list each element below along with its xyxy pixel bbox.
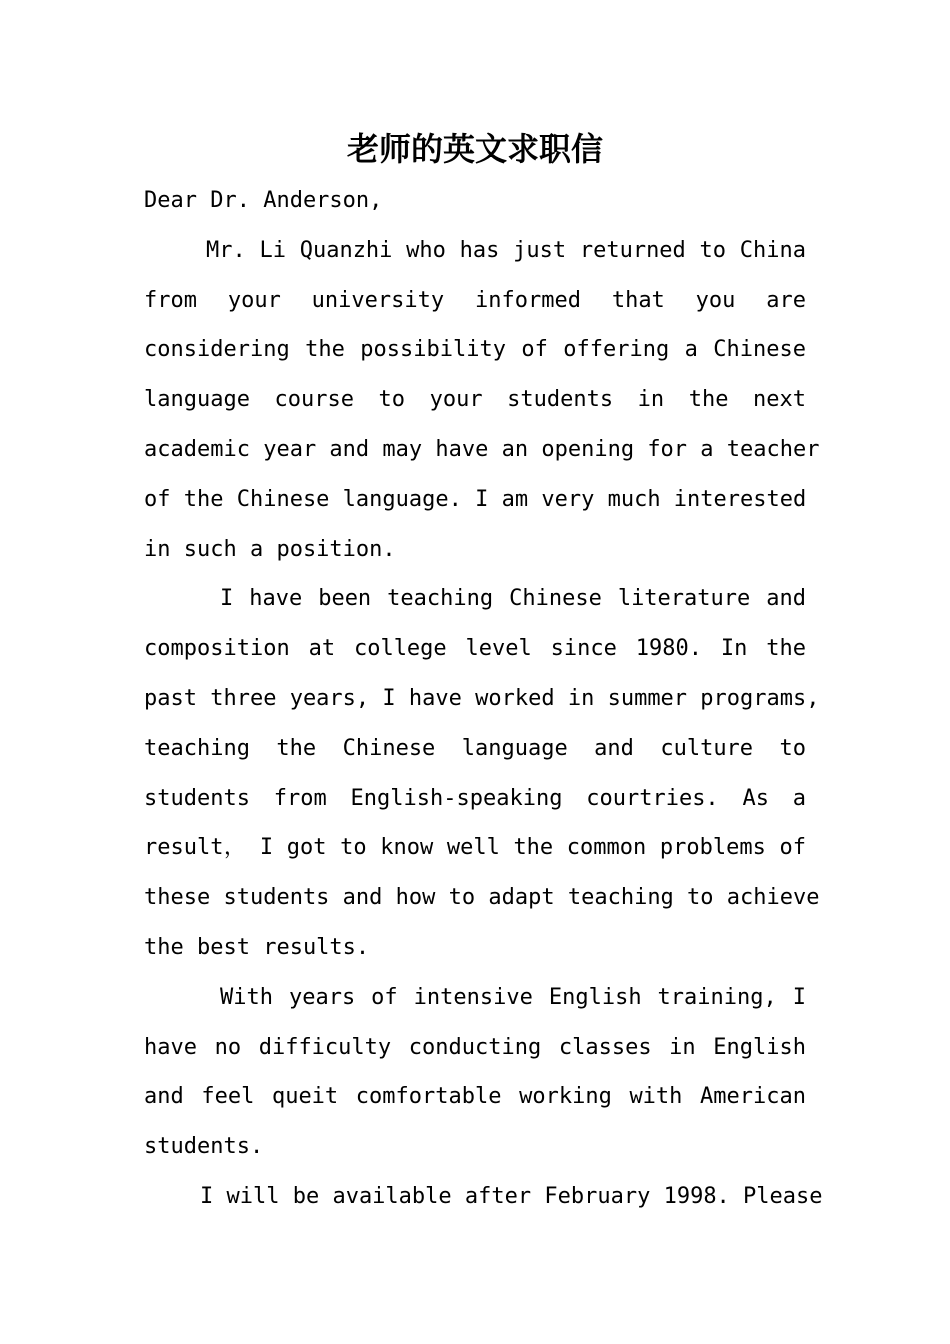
paragraph-line: from your university informed that you are: [144, 287, 806, 313]
paragraph-line: teaching the Chinese language and culture to: [144, 735, 806, 761]
paragraph-line: Mr. Li Quanzhi who has just returned to China: [206, 237, 806, 263]
document-title: 老师的英文求职信: [346, 130, 603, 168]
paragraph-line: language course to your students in the next: [144, 387, 806, 413]
paragraph-line: I have been teaching Chinese literature and: [220, 586, 806, 612]
paragraph-line: and feel queit comfortable working with American: [144, 1084, 806, 1110]
paragraph-line: the best results.: [144, 934, 370, 960]
paragraph-line: considering the possibility of offering a Chinese: [144, 337, 806, 363]
paragraph-line: composition at college level since 1980. In the: [144, 636, 806, 662]
paragraph-line: I will be available after February 1998. Please: [200, 1183, 823, 1209]
paragraph-line: result， I got to know well the common problems of: [144, 835, 806, 861]
letter-body: [144, 176, 823, 1222]
paragraph-line: students.: [144, 1134, 264, 1160]
paragraph-line: past three years, I have worked in summer programs,: [144, 685, 820, 711]
paragraph-line: in such a position.: [144, 536, 396, 562]
paragraph-line: have no difficulty conducting classes in English: [144, 1034, 806, 1060]
salutation: Dear Dr. Anderson,: [144, 188, 383, 213]
paragraph-line: these students and how to adapt teaching to achieve: [144, 885, 820, 911]
paragraph-line: of the Chinese language. I am very much interested: [144, 486, 807, 512]
paragraph-line: academic year and may have an opening for a teacher: [144, 436, 820, 462]
paragraph-line: students from English-speaking courtries. As a: [144, 785, 806, 811]
paragraph-line: With years of intensive English training, I: [220, 984, 806, 1010]
